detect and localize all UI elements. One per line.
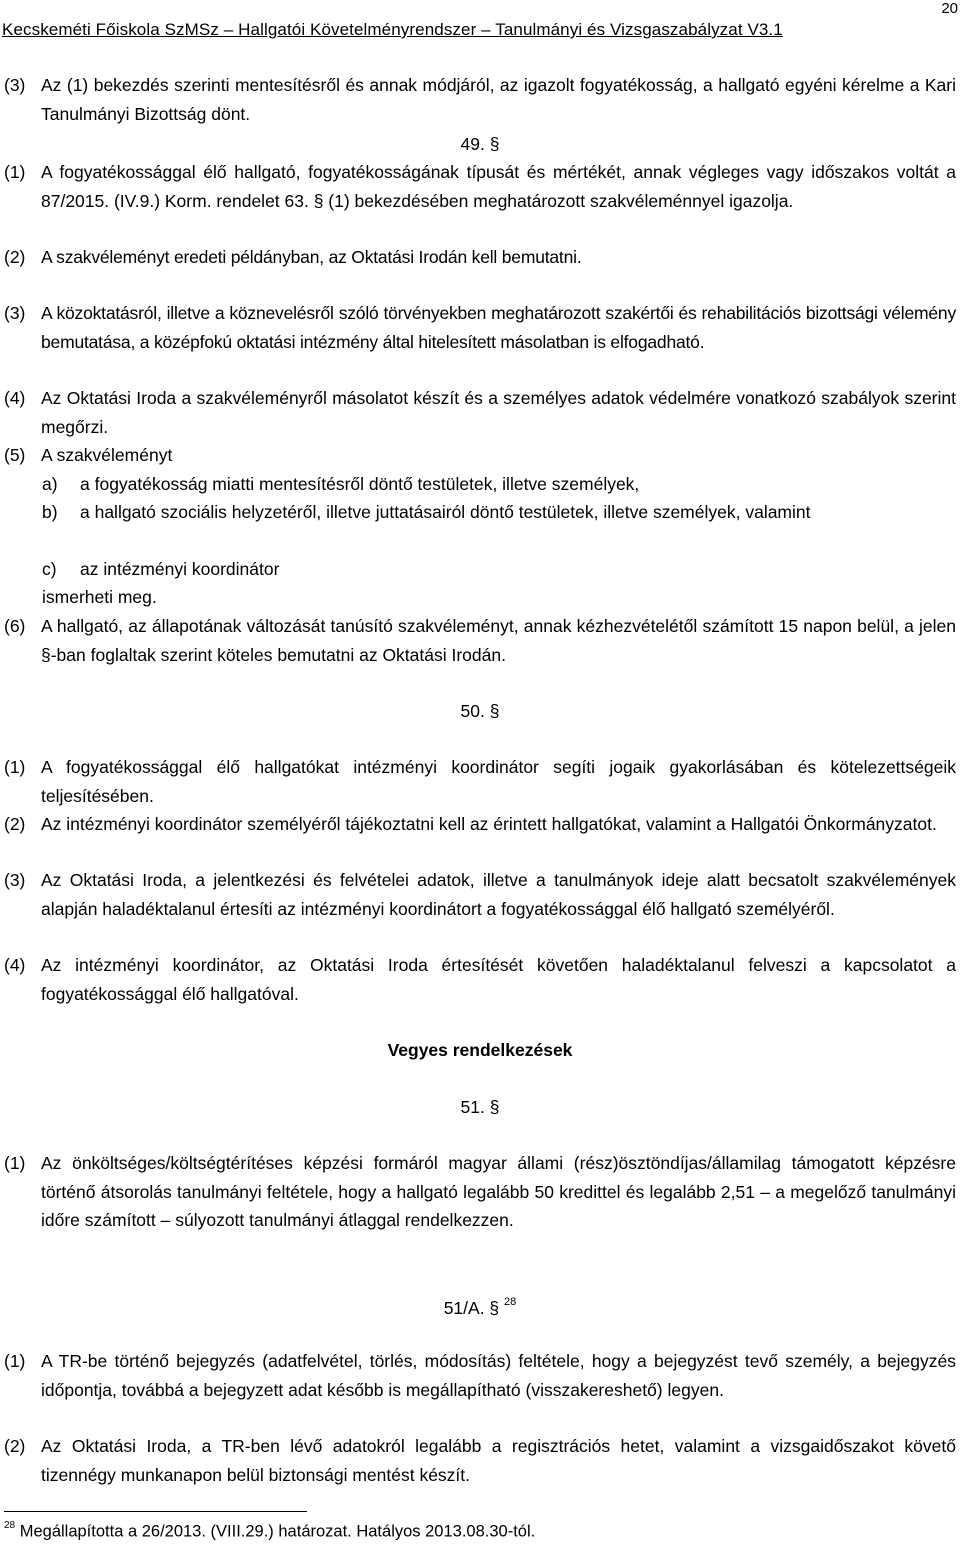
running-header: Kecskeméti Főiskola SzMSz – Hallgatói Követelményrendszer – Tanulmányi és Vizsgaszabályzat V3.1	[2, 20, 783, 39]
section-heading-49: 49. §	[460, 134, 500, 154]
paragraph-text: A fogyatékossággal élő hallgató, fogyatékosságának típusát és mértékét, annak végleges vagy időszakos voltát a 87/2015. (IV.9.) Korm. rendelet 63. § (1) bekezdésében meghatározott szakvéleménnyel igazolja.	[41, 162, 956, 211]
page-number: 20	[941, 0, 958, 17]
footnote	[4, 1522, 535, 1542]
paragraph-50-1	[4, 753, 956, 810]
paragraph-number: (1)	[4, 757, 26, 777]
paragraph-number: (1)	[4, 162, 26, 182]
paragraph-49-3	[4, 299, 956, 356]
paragraph-text: A szakvéleményt eredeti példányban, az Oktatási Irodán kell bemutatni.	[41, 247, 582, 267]
paragraph-number: (2)	[4, 247, 26, 267]
list-marker: b)	[42, 502, 58, 522]
list-item-a	[42, 470, 956, 499]
paragraph-text: Az Oktatási Iroda, a TR-ben lévő adatokról legalább a regisztrációs hetet, valamint a vizsgaidőszakot követő tizennégy munkanapon belül biztonsági mentést készít.	[41, 1436, 956, 1485]
paragraph-number: (5)	[4, 445, 26, 465]
paragraph-49-6	[4, 612, 956, 669]
section-heading-51a	[0, 1290, 960, 1322]
paragraph-text: Az önköltséges/költségtérítéses képzési formáról magyar állami (rész)ösztöndíjas/államilag támogatott képzésre történő átsorolás tanulmányi feltétele, hogy a hallgató legalább 50 kredittel és legalább 2,51 – a megelőző tanulmányi időre számított – súlyozott tanulmányi átlaggal rendelkezzen.	[41, 1153, 956, 1230]
paragraph-49-5	[4, 441, 956, 470]
paragraph-text: Az intézményi koordinátor, az Oktatási Iroda értesítését követően haladéktalanul felveszi a kapcsolatot a fogyatékossággal élő hallgatóval.	[41, 955, 956, 1004]
paragraph-text: Az intézményi koordinátor személyéről tájékoztatni kell az érintett hallgatókat, valamint a Hallgatói Önkormányzatot.	[41, 814, 937, 834]
paragraph-50-4	[4, 951, 956, 1008]
paragraph-number: (6)	[4, 616, 26, 636]
chapter-heading: Vegyes rendelkezések	[387, 1040, 573, 1060]
paragraph-51a-1	[4, 1347, 956, 1404]
list-text: a fogyatékosság miatti mentesítésről döntő testületek, illetve személyek,	[80, 474, 640, 494]
paragraph-3-prev	[4, 71, 956, 128]
footnote-marker: 28	[4, 1520, 16, 1531]
paragraph-number: (3)	[4, 75, 26, 95]
paragraph-number: (4)	[4, 388, 26, 408]
list-closing-text: ismerheti meg.	[42, 587, 157, 607]
paragraph-number: (3)	[4, 870, 26, 890]
paragraph-text: A hallgató, az állapotának változását tanúsító szakvéleményt, annak kézhezvételétől számított 15 napon belül, a jelen §-ban foglaltak szerint köteles bemutatni az Oktatási Irodán.	[41, 616, 956, 665]
list-text: az intézményi koordinátor	[80, 559, 280, 579]
paragraph-text: Az (1) bekezdés szerinti mentesítésről és annak módjáról, az igazolt fogyatékosság, a hallgató egyéni kérelme a Kari Tanulmányi Bizottság dönt.	[41, 75, 956, 124]
footnote-reference[interactable]: 28	[504, 1296, 517, 1308]
paragraph-49-1	[4, 158, 956, 215]
paragraph-51a-2	[4, 1432, 956, 1489]
list-item-b	[42, 498, 956, 527]
paragraph-50-3	[4, 866, 956, 923]
section-heading-51: 51. §	[460, 1097, 500, 1117]
paragraph-text: A TR-be történő bejegyzés (adatfelvétel, törlés, módosítás) feltétele, hogy a bejegyzést tevő személy, a bejegyzés időpontja, továbbá a bejegyzett adat később is megállapítható (visszakereshető) legyen.	[41, 1351, 956, 1400]
list-marker: a)	[42, 474, 58, 494]
paragraph-number: (1)	[4, 1153, 26, 1173]
paragraph-text: Az Oktatási Iroda a szakvéleményről másolatot készít és a személyes adatok védelmére vonatkozó szabályok szerint megőrzi.	[41, 388, 956, 437]
paragraph-number: (2)	[4, 814, 26, 834]
paragraph-number: (4)	[4, 955, 26, 975]
footnote-text: Megállapította a 26/2013. (VIII.29.) határozat. Hatályos 2013.08.30-tól.	[19, 1522, 536, 1541]
list-item-c	[42, 555, 956, 584]
paragraph-50-2	[4, 810, 956, 839]
section-heading-51a-text: 51/A. §	[443, 1297, 500, 1318]
section-heading-50: 50. §	[460, 701, 500, 721]
paragraph-text: A fogyatékossággal élő hallgatókat intézményi koordinátor segíti jogaik gyakorlásában és kötelezettségeik teljesítésében.	[41, 757, 956, 806]
paragraph-51-1	[4, 1149, 956, 1235]
list-text: a hallgató szociális helyzetéről, illetve juttatásairól döntő testületek, illetve személyek, valamint	[80, 502, 811, 522]
paragraph-number: (2)	[4, 1436, 26, 1456]
paragraph-49-2	[4, 243, 956, 272]
footnote-divider	[4, 1511, 307, 1512]
paragraph-text: A közoktatásról, illetve a köznevelésről szóló törvényekben meghatározott szakértői és rehabilitációs bizottsági vélemény bemutatása, a középfokú oktatási intézmény által hitelesített másolatban is elfogadható.	[41, 303, 956, 352]
paragraph-text: A szakvéleményt	[41, 445, 173, 465]
paragraph-49-4	[4, 384, 956, 441]
paragraph-number: (1)	[4, 1351, 26, 1371]
paragraph-text: Az Oktatási Iroda, a jelentkezési és felvételei adatok, illetve a tanulmányok ideje alatt becsatolt szakvélemények alapján haladéktalanul értesíti az intézményi koordinátort a fogyatékossággal élő hallgató személyéről.	[41, 870, 956, 919]
paragraph-number: (3)	[4, 303, 26, 323]
list-marker: c)	[42, 559, 57, 579]
